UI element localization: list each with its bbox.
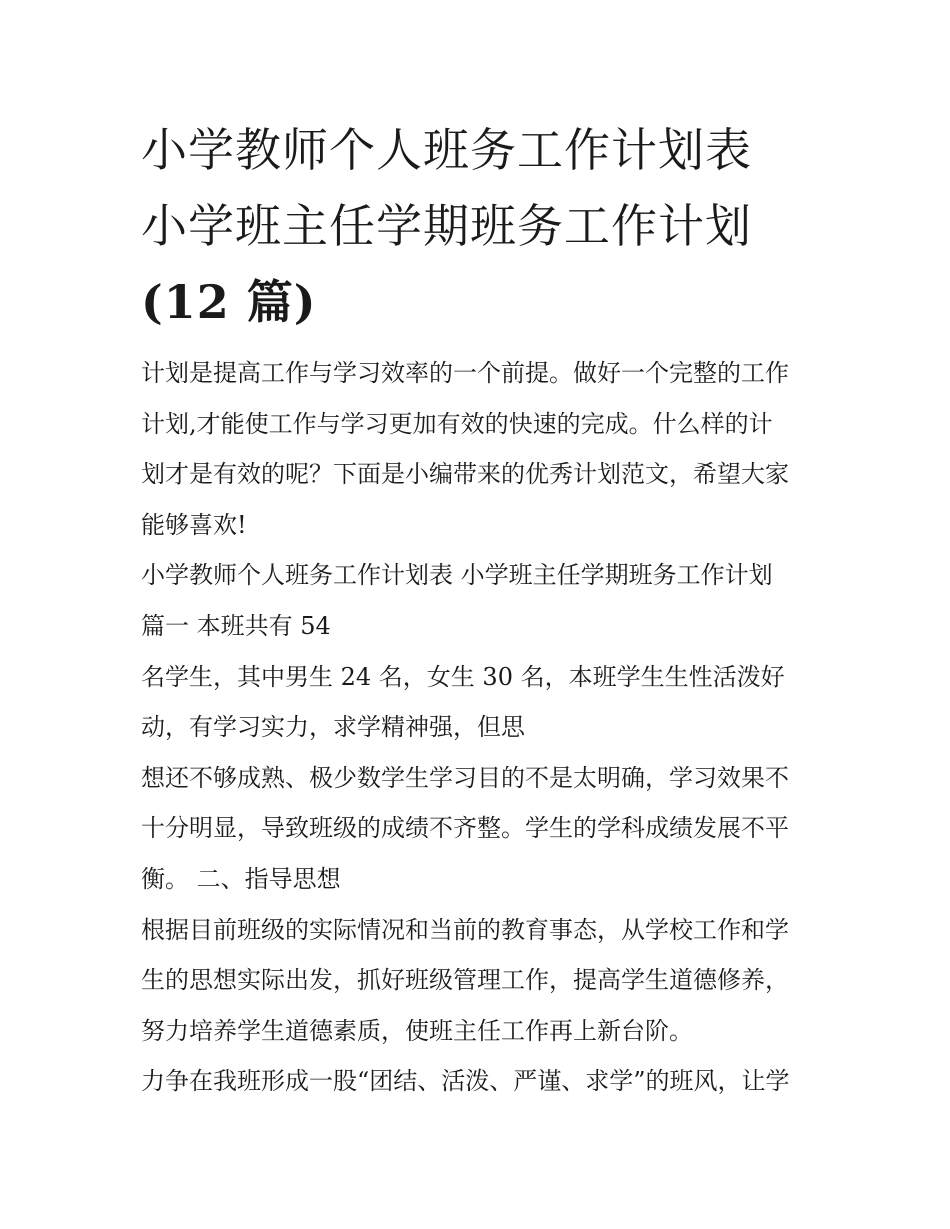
text-line: 划才是有效的呢？下面是小编带来的优秀计划范文，希望大家 [141, 460, 789, 489]
title-line-3: (12 篇) [141, 275, 317, 329]
text-line: 小学教师个人班务工作计划表 小学班主任学期班务工作计划 [141, 561, 773, 590]
text-line: 十分明显，导致班级的成绩不齐整。学生的学科成绩发展不平 [141, 814, 789, 843]
title-line-2: 小学班主任学期班务工作计划 [141, 199, 752, 253]
paragraph-class-analysis [141, 753, 821, 905]
text-line: 动，有学习实力，求学精神强，但思 [141, 713, 525, 742]
title-line-1: 小学教师个人班务工作计划表 [141, 123, 752, 177]
paragraph-class-info [141, 652, 821, 753]
document-body [141, 348, 821, 1107]
paragraph-intro [141, 348, 821, 550]
document-page [141, 112, 821, 1107]
paragraph-section-heading [141, 550, 821, 651]
text-line: 能够喜欢! [141, 510, 247, 539]
text-line: 衡。 二、指导思想 [141, 864, 341, 893]
text-line: 想还不够成熟、极少数学生学习目的不是太明确，学习效果不 [141, 763, 789, 792]
text-line: 名学生，其中男生 24 名，女生 30 名，本班学生生性活泼好 [141, 662, 785, 691]
text-line: 计划是提高工作与学习效率的一个前提。做好一个完整的工作 [141, 359, 789, 387]
text-line: 根据目前班级的实际情况和当前的教育事态，从学校工作和学 [141, 915, 789, 944]
text-line: 计划,才能使工作与学习更加有效的快速的完成。什么样的计 [141, 409, 773, 438]
text-line: 篇一 本班共有 54 [141, 611, 331, 640]
text-line: 努力培养学生道德素质，使班主任工作再上新台阶。 [141, 1016, 693, 1045]
paragraph-guiding-thought [141, 905, 821, 1057]
paragraph-class-goal [141, 1056, 821, 1107]
text-line: 生的思想实际出发，抓好班级管理工作，提高学生道德修养， [141, 966, 789, 995]
text-line: 力争在我班形成一股“团结、活泼、严谨、求学”的班风，让学 [141, 1067, 790, 1096]
document-title [141, 112, 821, 340]
